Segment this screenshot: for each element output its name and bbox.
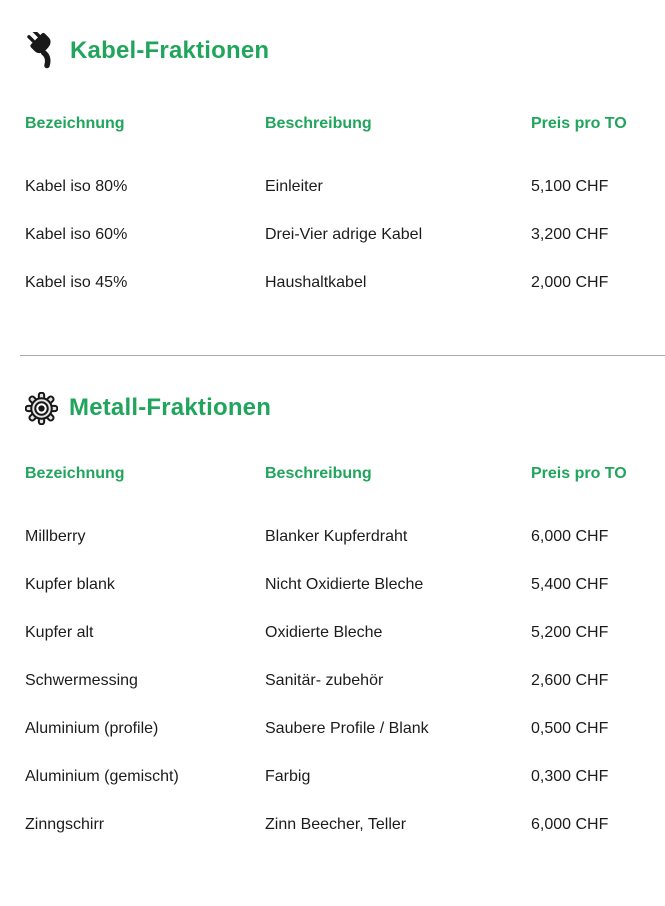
cell-bezeichnung: Aluminium (gemischt) bbox=[25, 768, 179, 785]
cell-preis: 3,200 CHF bbox=[531, 226, 609, 243]
section-title: Kabel-Fraktionen bbox=[70, 37, 270, 64]
section-header bbox=[25, 32, 640, 70]
cell-bezeichnung: Aluminium (profile) bbox=[25, 720, 159, 737]
cell-preis: 5,400 CHF bbox=[531, 576, 609, 593]
section-divider bbox=[20, 355, 665, 356]
cell-beschreibung: Nicht Oxidierte Bleche bbox=[265, 576, 424, 593]
cell-bezeichnung: Kupfer alt bbox=[25, 624, 94, 641]
cell-preis: 2,600 CHF bbox=[531, 672, 609, 689]
column-header-beschreibung: Beschreibung bbox=[265, 465, 372, 482]
cell-beschreibung: Blanker Kupferdraht bbox=[265, 528, 408, 545]
column-header-bezeichnung: Bezeichnung bbox=[25, 115, 125, 132]
table-header-row bbox=[25, 114, 640, 134]
table-row bbox=[25, 527, 640, 575]
column-header-preis: Preis pro TO bbox=[531, 115, 627, 132]
table-row bbox=[25, 273, 640, 321]
cell-beschreibung: Oxidierte Bleche bbox=[265, 624, 383, 641]
table-row bbox=[25, 767, 640, 815]
cell-bezeichnung: Schwermessing bbox=[25, 672, 138, 689]
cell-preis: 6,000 CHF bbox=[531, 528, 609, 545]
section-title: Metall-Fraktionen bbox=[69, 394, 272, 421]
table-row bbox=[25, 623, 640, 671]
cell-beschreibung: Saubere Profile / Blank bbox=[265, 720, 429, 737]
cell-bezeichnung: Millberry bbox=[25, 528, 86, 545]
cell-bezeichnung: Kabel iso 60% bbox=[25, 226, 128, 243]
cell-beschreibung: Zinn Beecher, Teller bbox=[265, 816, 407, 833]
table-row bbox=[25, 177, 640, 225]
cell-bezeichnung: Kupfer blank bbox=[25, 576, 115, 593]
gear-icon bbox=[25, 392, 58, 425]
column-header-preis: Preis pro TO bbox=[531, 465, 627, 482]
cell-preis: 5,100 CHF bbox=[531, 178, 609, 195]
table-row bbox=[25, 671, 640, 719]
table-row bbox=[25, 575, 640, 623]
table-body bbox=[25, 177, 640, 321]
column-header-beschreibung: Beschreibung bbox=[265, 115, 372, 132]
column-header-bezeichnung: Bezeichnung bbox=[25, 465, 125, 482]
section-header bbox=[25, 390, 640, 426]
price-list-page bbox=[0, 32, 665, 863]
plug-icon bbox=[25, 32, 59, 70]
cell-beschreibung: Einleiter bbox=[265, 178, 323, 195]
cell-preis: 0,500 CHF bbox=[531, 720, 609, 737]
table-header-row bbox=[25, 464, 640, 484]
cell-preis: 6,000 CHF bbox=[531, 816, 609, 833]
cell-preis: 5,200 CHF bbox=[531, 624, 609, 641]
table-row bbox=[25, 815, 640, 863]
section-kabel-fraktionen bbox=[0, 32, 665, 321]
cell-preis: 0,300 CHF bbox=[531, 768, 609, 785]
cell-bezeichnung: Zinngschirr bbox=[25, 816, 105, 833]
table-body bbox=[25, 527, 640, 863]
cell-bezeichnung: Kabel iso 80% bbox=[25, 178, 128, 195]
cell-preis: 2,000 CHF bbox=[531, 274, 609, 291]
table-row bbox=[25, 225, 640, 273]
cell-bezeichnung: Kabel iso 45% bbox=[25, 274, 128, 291]
table-row bbox=[25, 719, 640, 767]
cell-beschreibung: Haushaltkabel bbox=[265, 274, 367, 291]
cell-beschreibung: Sanitär- zubehör bbox=[265, 672, 384, 689]
cell-beschreibung: Drei-Vier adrige Kabel bbox=[265, 226, 423, 243]
cell-beschreibung: Farbig bbox=[265, 768, 311, 785]
section-metall-fraktionen bbox=[0, 390, 665, 863]
